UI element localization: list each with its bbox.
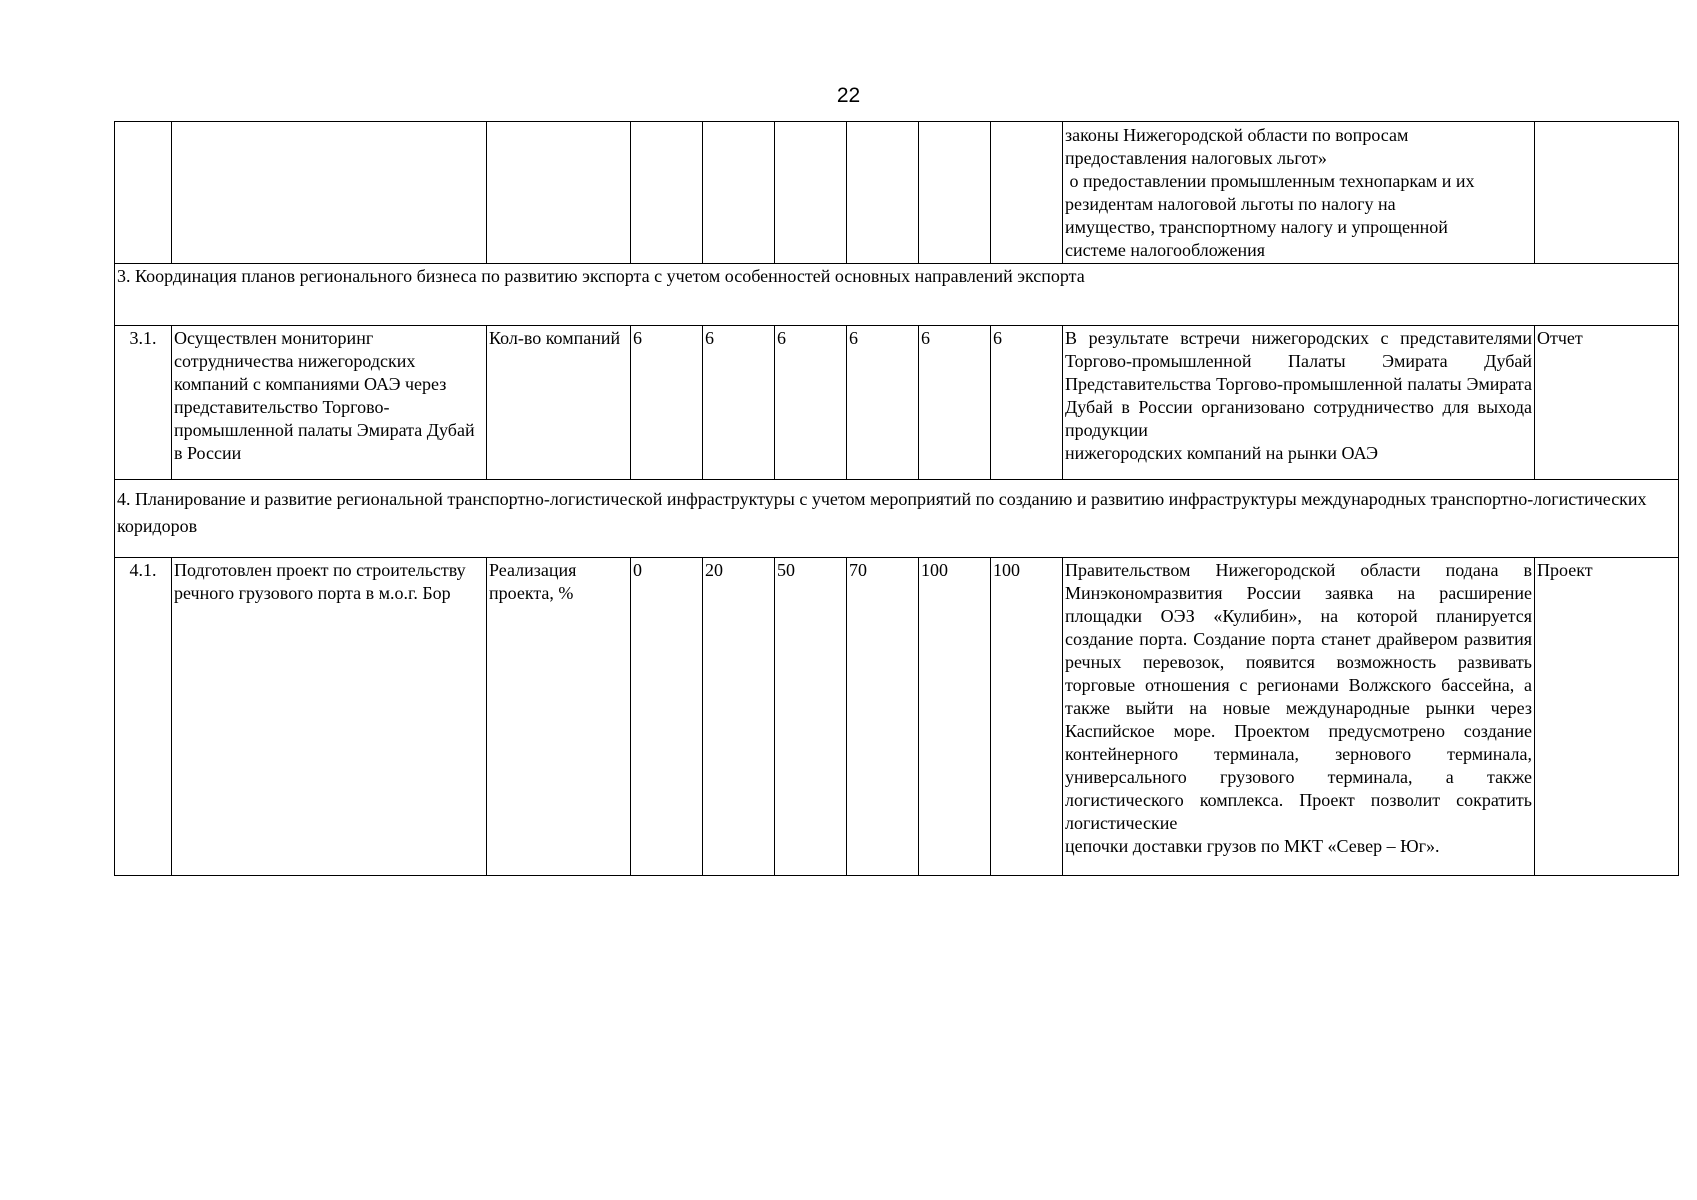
result-line: предоставления налоговых льгот» (1065, 148, 1327, 168)
cell-unit (487, 122, 631, 264)
page-number: 22 (836, 84, 861, 107)
cell-value: 70 (847, 558, 919, 876)
result-line: о предоставлении промышленным технопаркам и их (1065, 171, 1475, 191)
result-line: имущество, транспортному налогу и упрощенной (1065, 217, 1448, 237)
cell-value: 50 (775, 558, 847, 876)
cell-document (1535, 122, 1679, 264)
cell-value: 6 (919, 326, 991, 480)
section-heading-3: 3. Координация планов регионального бизнеса по развитию экспорта с учетом особенностей основных направлений экспорта (115, 264, 1679, 326)
cell-value: 6 (631, 326, 703, 480)
cell-value: 6 (991, 326, 1063, 480)
cell-name (172, 122, 487, 264)
cell-number (115, 122, 172, 264)
table-row-continuation (115, 122, 1679, 264)
cell-value (847, 122, 919, 264)
cell-result (1063, 326, 1535, 480)
result-text-last: цепочки доставки грузов по МКТ «Север – Юг». (1065, 836, 1440, 856)
cell-value: 100 (991, 558, 1063, 876)
table-row (115, 326, 1679, 480)
cell-value (631, 122, 703, 264)
cell-value: 6 (847, 326, 919, 480)
cell-result (1063, 558, 1535, 876)
cell-value: 6 (775, 326, 847, 480)
cell-value: 20 (703, 558, 775, 876)
cell-document: Проект (1535, 558, 1679, 876)
cell-value: 6 (703, 326, 775, 480)
cell-value: 100 (919, 558, 991, 876)
cell-name: Подготовлен проект по строительству речного грузового порта в м.о.г. Бор (172, 558, 487, 876)
result-text: В результате встречи нижегородских с представителями Торгово-промышленной Палаты Эмирата Дубай Представительства Торгово-промышленной палаты Эмирата Дубай в России организовано сотрудничество для выхода продукции (1065, 328, 1532, 440)
cell-value (775, 122, 847, 264)
cell-value (919, 122, 991, 264)
section-heading-4: 4. Планирование и развитие региональной транспортно-логистической инфраструктуры с учетом мероприятий по созданию и развитию инфраструктуры международных транспортно-логистических коридоров (115, 480, 1679, 558)
section-row (115, 264, 1679, 326)
cell-unit: Кол-во компаний (487, 326, 631, 480)
cell-unit: Реализация проекта, % (487, 558, 631, 876)
result-line: системе налогообложения (1065, 240, 1266, 260)
cell-value: 0 (631, 558, 703, 876)
cell-number: 3.1. (115, 326, 172, 480)
report-table (114, 121, 1679, 876)
result-line: резидентам налоговой льготы по налогу на (1065, 194, 1396, 214)
cell-value (991, 122, 1063, 264)
result-line: законы Нижегородской области по вопросам (1065, 125, 1409, 145)
cell-name: Осуществлен мониторинг сотрудничества нижегородских компаний с компаниями ОАЭ через представительство Торгово-промышленной палаты Эмирата Дубай в России (172, 326, 487, 480)
result-text: Правительством Нижегородской области подана в Минэкономразвития России заявка на расширение площадки ОЭЗ «Кулибин», на которой планируется создание порта. Создание порта станет драйвером развития речных перевозок, появится возможность развивать торговые отношения с регионами Волжского бассейна, а также выйти на новые международные рынки через Каспийское море. Проектом предусмотрено создание контейнерного терминала, зернового терминала, универсального грузового терминала, а также логистического комплекса. Проект позволит сократить логистические (1065, 560, 1532, 833)
result-text-last: нижегородских компаний на рынки ОАЭ (1065, 443, 1379, 463)
cell-number: 4.1. (115, 558, 172, 876)
cell-result (1063, 122, 1535, 264)
cell-document: Отчет (1535, 326, 1679, 480)
section-row (115, 480, 1679, 558)
table-row (115, 558, 1679, 876)
cell-value (703, 122, 775, 264)
